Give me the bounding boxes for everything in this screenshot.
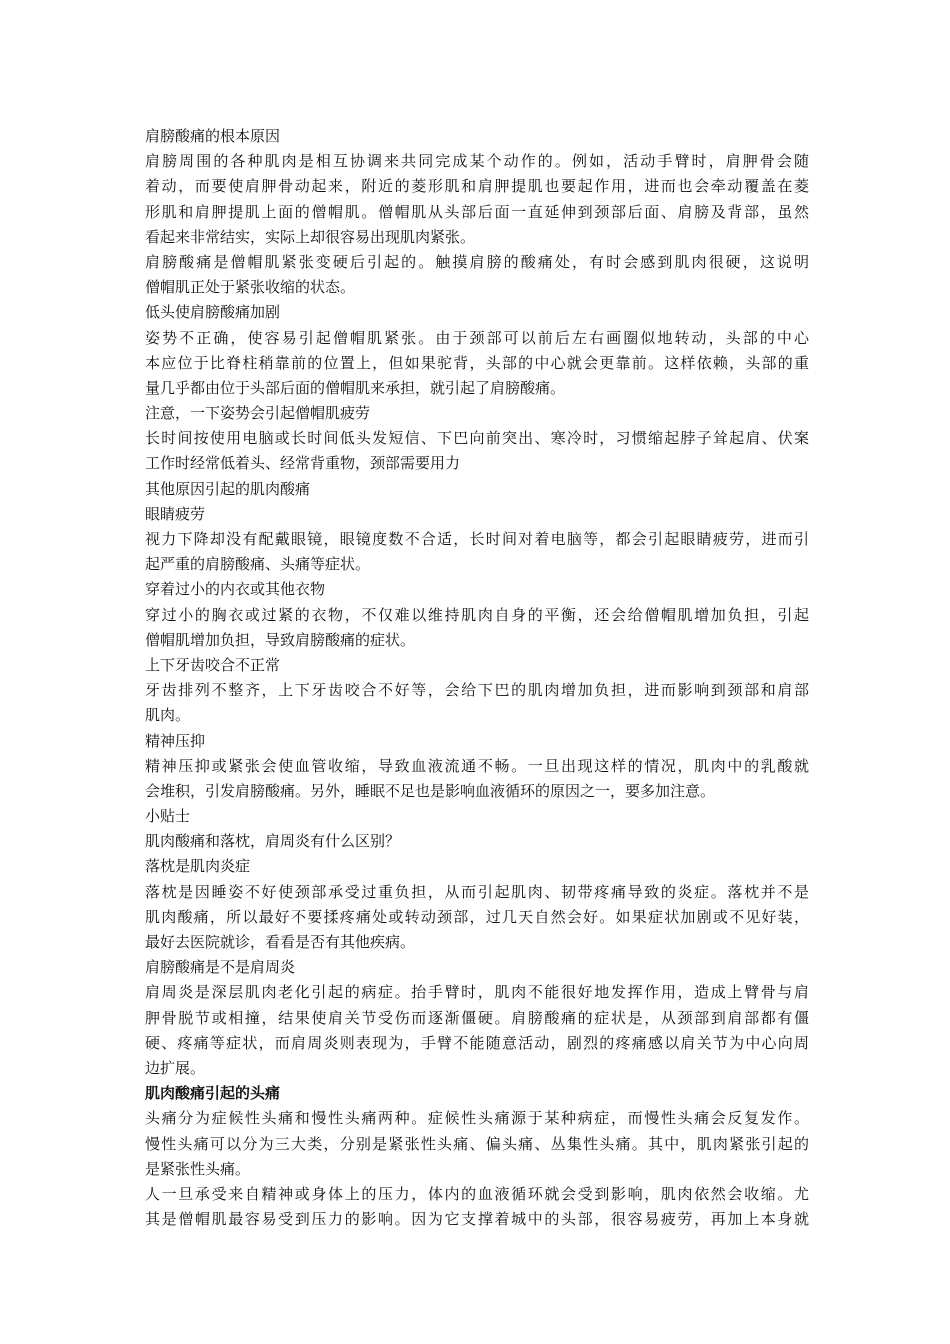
text-line: 精神压抑或紧张会使血管收缩，导致血液流通不畅。一旦出现这样的情况，肌肉中的乳酸就 [145, 756, 809, 775]
text-line: 边扩展。 [145, 1058, 206, 1077]
text-line: 人一旦承受来自精神或身体上的压力，体内的血液循环就会受到影响，肌肉依然会收缩。尤 [145, 1184, 809, 1203]
text-line: 看起来非常结实，实际上却很容易出现肌肉紧张。 [145, 227, 476, 246]
text-line: 精神压抑 [145, 731, 206, 750]
text-line: 肌肉。 [145, 706, 191, 725]
text-line: 肩膀周围的各种肌肉是相互协调来共同完成某个动作的。例如，活动手臂时，肩胛骨会随 [145, 152, 809, 171]
text-line: 慢性头痛可以分为三大类，分别是紧张性头痛、偏头痛、丛集性头痛。其中，肌肉紧张引起的 [145, 1134, 809, 1153]
text-line: 其是僧帽肌最容易受到压力的影响。因为它支撑着城中的头部，很容易疲劳，再加上本身就 [145, 1210, 809, 1229]
text-line: 僧帽肌增加负担，导致肩膀酸痛的症状。 [145, 630, 416, 649]
text-line: 落枕是肌肉炎症 [145, 857, 251, 876]
text-line: 形肌和肩胛提肌上面的僧帽肌。僧帽肌从头部后面一直延伸到颈部后面、肩膀及背部，虽然 [145, 202, 809, 221]
section-heading: 肌肉酸痛引起的头痛 [145, 1084, 281, 1103]
text-line: 着动，而要使肩胛骨动起来，附近的菱形肌和肩胛提肌也要起作用，进而也会牵动覆盖在菱 [145, 177, 809, 196]
document-page [145, 124, 809, 1232]
text-line: 头痛分为症候性头痛和慢性头痛两种。症候性头痛源于某种病症，而慢性头痛会反复发作。 [145, 1109, 809, 1128]
text-line: 本应位于比脊柱稍靠前的位置上，但如果驼背，头部的中心就会更靠前。这样依赖，头部的重 [145, 353, 809, 372]
text-line: 量几乎都由位于头部后面的僧帽肌来承担，就引起了肩膀酸痛。 [145, 378, 566, 397]
text-line: 会堆积，引发肩膀酸痛。另外，睡眠不足也是影响血液循环的原因之一，要多加注意。 [145, 781, 716, 800]
text-line: 长时间按使用电脑或长时间低头发短信、下巴向前突出、寒冷时，习惯缩起脖子耸起肩、伏案 [145, 429, 809, 448]
text-line: 是紧张性头痛。 [145, 1159, 251, 1178]
text-line: 落枕是因睡姿不好使颈部承受过重负担，从而引起肌肉、韧带疼痛导致的炎症。落枕并不是 [145, 882, 809, 901]
text-line: 胛骨脱节或相撞，结果使肩关节受伤而逐渐僵硬。肩膀酸痛的症状是，从颈部到肩部都有僵 [145, 1008, 809, 1027]
text-line: 小贴士 [145, 807, 191, 826]
text-line: 视力下降却没有配戴眼镜，眼镜度数不合适，长时间对着电脑等，都会引起眼睛疲劳，进而引 [145, 530, 809, 548]
text-line: 肩膀酸痛的根本原因 [145, 127, 281, 145]
text-line: 注意，一下姿势会引起僧帽肌疲劳 [145, 404, 371, 423]
text-line: 最好去医院就诊，看看是否有其他疾病。 [145, 933, 416, 951]
text-line: 穿着过小的内衣或其他衣物 [145, 580, 326, 599]
text-line: 肩周炎是深层肌肉老化引起的病症。抬手臂时，肌肉不能很好地发挥作用，造成上臂骨与肩 [145, 983, 809, 1002]
text-line: 姿势不正确，使容易引起僧帽肌紧张。由于颈部可以前后左右画圈似地转动，头部的中心 [145, 328, 809, 347]
text-line: 其他原因引起的肌肉酸痛 [145, 479, 311, 498]
text-line: 穿过小的胸衣或过紧的衣物，不仅难以维持肌肉自身的平衡，还会给僧帽肌增加负担，引起 [145, 605, 809, 624]
text-line: 眼睛疲劳 [145, 504, 206, 523]
text-line: 牙齿排列不整齐，上下牙齿咬合不好等，会给下巴的肌肉增加负担，进而影响到颈部和肩部 [145, 681, 809, 700]
text-line: 肩膀酸痛是不是肩周炎 [145, 958, 296, 977]
text-line: 肌肉酸痛和落枕，肩周炎有什么区别？ [145, 832, 401, 851]
text-line: 工作时经常低着头、经常背重物，颈部需要用力 [145, 454, 461, 473]
text-line: 肌肉酸痛，所以最好不要揉疼痛处或转动颈部，过几天自然会好。如果症状加剧或不见好装， [145, 907, 809, 926]
text-line: 低头使肩膀酸痛加剧 [145, 303, 281, 322]
text-line: 上下牙齿咬合不正常 [145, 655, 281, 674]
text-line: 僧帽肌正处于紧张收缩的状态。 [145, 278, 356, 297]
text-line: 肩膀酸痛是僧帽肌紧张变硬后引起的。触摸肩膀的酸痛处，有时会感到肌肉很硬，这说明 [145, 252, 809, 271]
text-line: 硬、疼痛等症状，而肩周炎则表现为，手臂不能随意活动，剧烈的疼痛感以肩关节为中心向周 [145, 1033, 809, 1052]
text-line: 起严重的肩膀酸痛、头痛等症状。 [145, 555, 371, 574]
